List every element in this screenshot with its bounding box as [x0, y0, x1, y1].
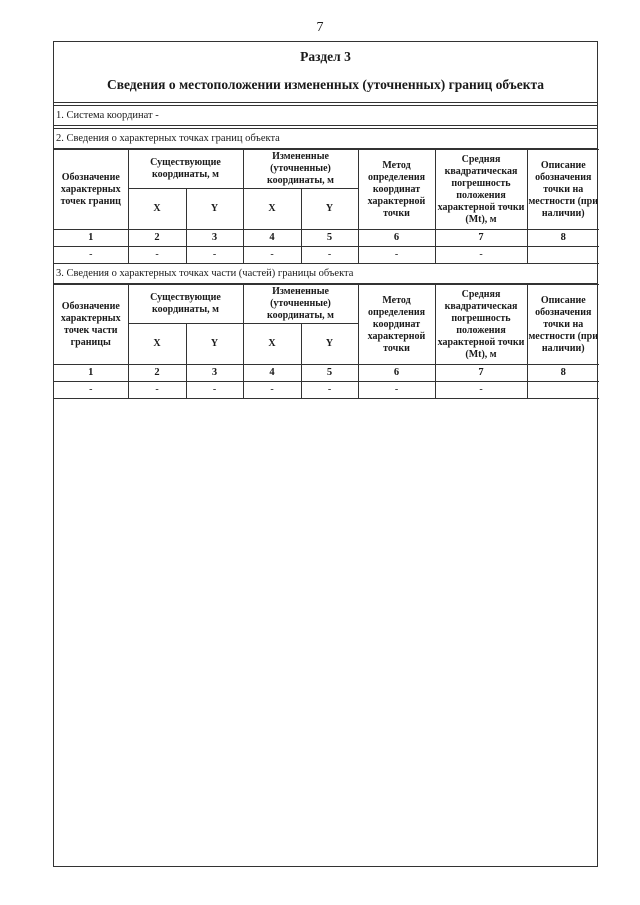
- header-method: Метод определения координат характерной точки: [358, 285, 435, 365]
- header-x: X: [243, 324, 301, 365]
- table2-caption: 3. Сведения о характерных точках части (частей) границы объекта: [54, 264, 597, 284]
- table-cell: -: [243, 247, 301, 264]
- header-existing-coordinates: Существующие координаты, м: [128, 150, 243, 189]
- header-y: Y: [301, 189, 358, 230]
- column-numbers-row: [54, 365, 599, 382]
- column-number: 3: [186, 230, 243, 247]
- table-cell: [527, 247, 599, 264]
- header-x: X: [128, 189, 186, 230]
- table-cell: -: [358, 382, 435, 399]
- column-number: 4: [243, 230, 301, 247]
- table-row: [54, 382, 599, 399]
- header-x: X: [128, 324, 186, 365]
- column-number: 1: [54, 365, 128, 382]
- table-cell: -: [128, 247, 186, 264]
- header-changed-coordinates: Измененные (уточненные) координаты, м: [243, 285, 358, 324]
- column-number: 5: [301, 230, 358, 247]
- header-changed-coordinates: Измененные (уточненные) координаты, м: [243, 150, 358, 189]
- coordinate-system-line: 1. Система координат -: [54, 106, 597, 126]
- header-description: Описание обозначения точки на местности (при наличии): [527, 285, 599, 365]
- table-cell: -: [54, 382, 128, 399]
- column-number: 7: [435, 365, 527, 382]
- table-cell: -: [435, 247, 527, 264]
- header-y: Y: [186, 189, 243, 230]
- column-number: 6: [358, 365, 435, 382]
- section-subtitle: Сведения о местоположении измененных (уточненных) границ объекта: [54, 70, 597, 103]
- column-number: 6: [358, 230, 435, 247]
- table-cell: -: [186, 382, 243, 399]
- column-number: 4: [243, 365, 301, 382]
- document-frame: [53, 41, 598, 867]
- header-mean-error: Средняя квадратическая погрешность положения характерной точки (Mt), м: [435, 150, 527, 230]
- table-cell: -: [358, 247, 435, 264]
- table-cell: -: [186, 247, 243, 264]
- header-y: Y: [186, 324, 243, 365]
- header-x: X: [243, 189, 301, 230]
- column-number: 1: [54, 230, 128, 247]
- section-title: Раздел 3: [300, 49, 351, 64]
- table-cell: -: [301, 382, 358, 399]
- table-cell: -: [54, 247, 128, 264]
- column-number: 3: [186, 365, 243, 382]
- table-cell: -: [243, 382, 301, 399]
- column-number: 8: [527, 230, 599, 247]
- header-point-designation: Обозначение характерных точек части границы: [54, 285, 128, 365]
- table-cell: -: [128, 382, 186, 399]
- table-cell: -: [435, 382, 527, 399]
- table1-caption: 2. Сведения о характерных точках границ объекта: [54, 129, 597, 149]
- header-existing-coordinates: Существующие координаты, м: [128, 285, 243, 324]
- page-number: 7: [316, 20, 324, 35]
- header-y: Y: [301, 324, 358, 365]
- table-cell: -: [301, 247, 358, 264]
- table-row: [54, 247, 599, 264]
- table2-part-boundary-points: [54, 284, 599, 399]
- column-number: 5: [301, 365, 358, 382]
- column-number: 2: [128, 230, 186, 247]
- column-number: 7: [435, 230, 527, 247]
- column-number: 8: [527, 365, 599, 382]
- header-mean-error: Средняя квадратическая погрешность положения характерной точки (Mt), м: [435, 285, 527, 365]
- table-cell: [527, 382, 599, 399]
- header-description: Описание обозначения точки на местности (при наличии): [527, 150, 599, 230]
- column-number: 2: [128, 365, 186, 382]
- column-numbers-row: [54, 230, 599, 247]
- header-method: Метод определения координат характерной точки: [358, 150, 435, 230]
- header-point-designation: Обозначение характерных точек границ: [54, 150, 128, 230]
- table1-boundary-points: [54, 149, 599, 264]
